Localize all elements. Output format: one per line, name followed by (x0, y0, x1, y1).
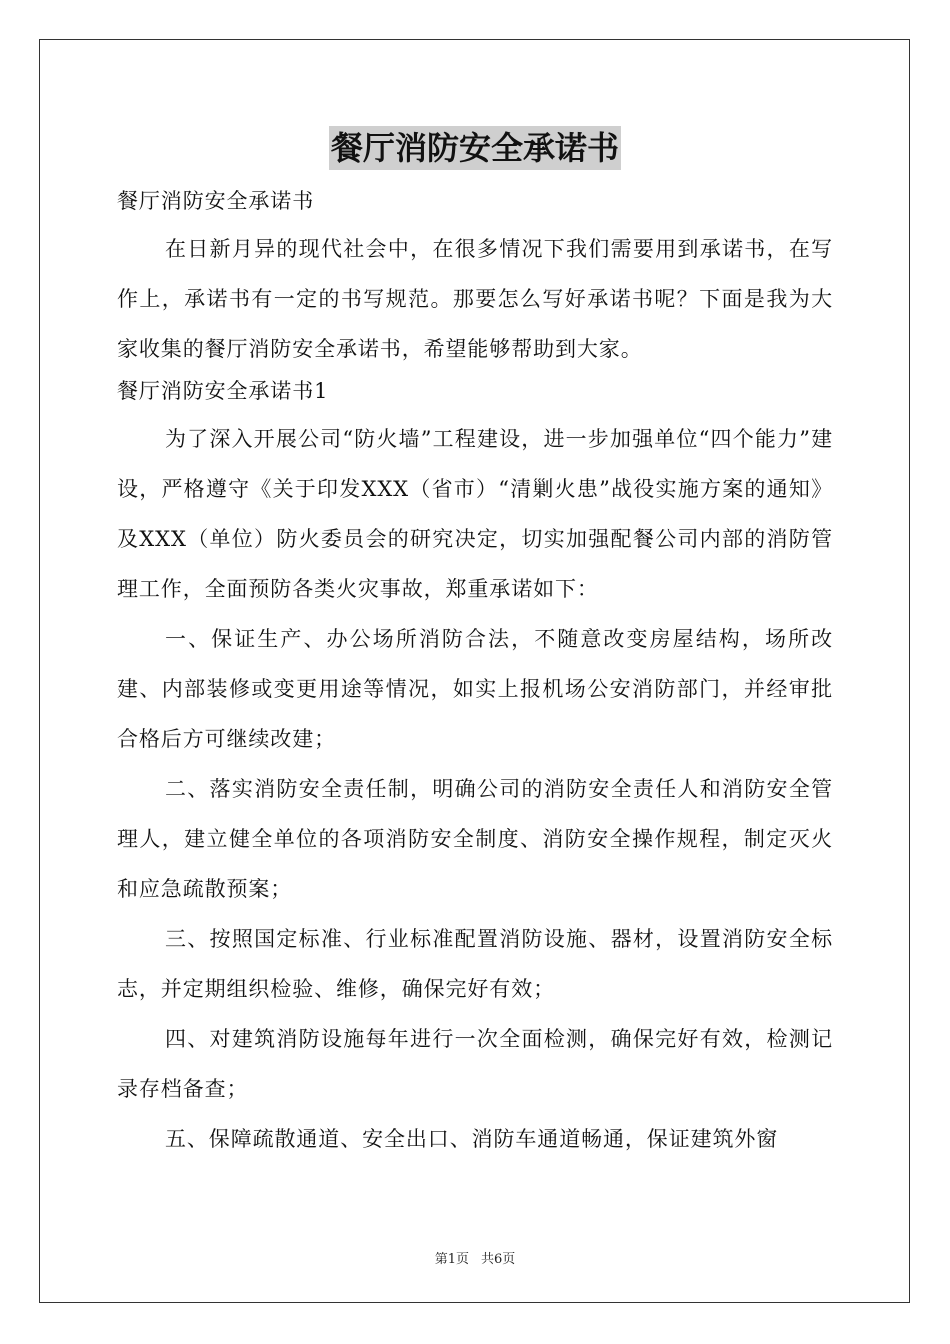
document-subtitle: 餐厅消防安全承诺书 (117, 189, 315, 213)
page-number-total: 共6页 (481, 1252, 516, 1267)
page-number-current: 第1页 (434, 1252, 469, 1267)
intro-paragraph: 在日新月异的现代社会中，在很多情况下我们需要用到承诺书，在写作上，承诺书有一定的书写规范。那要怎么写好承诺书呢？下面是我为大家收集的餐厅消防安全承诺书，希望能够帮助到大家。 (117, 237, 833, 361)
document-body (117, 180, 833, 1164)
paragraph-item-2: 二、落实消防安全责任制，明确公司的消防安全责任人和消防安全管理人，建立健全单位的各项消防安全制度、消防安全操作规程，制定灭火和应急疏散预案； (117, 777, 833, 901)
document-title: 餐厅消防安全承诺书 (329, 126, 621, 170)
page-footer (0, 1248, 950, 1267)
paragraph-item-3: 三、按照国定标准、行业标准配置消防设施、器材，设置消防安全标志，并定期组织检验、维修，确保完好有效； (117, 927, 833, 1001)
paragraph-item-5: 五、保障疏散通道、安全出口、消防车通道畅通，保证建筑外窗 (165, 1127, 779, 1151)
paragraph-item-4: 四、对建筑消防设施每年进行一次全面检测，确保完好有效，检测记录存档备查； (117, 1027, 833, 1101)
section-heading: 餐厅消防安全承诺书1 (117, 379, 329, 403)
paragraph-item-1: 一、保证生产、办公场所消防合法，不随意改变房屋结构，场所改建、内部装修或变更用途等情况，如实上报机场公安消防部门，并经审批合格后方可继续改建； (117, 627, 833, 751)
paragraph-preamble: 为了深入开展公司“防火墙”工程建设，进一步加强单位“四个能力”建设，严格遵守《关于印发XXX（省市）“清剿火患”战役实施方案的通知》及XXX（单位）防火委员会的研究决定，切实加强配餐公司内部的消防管理工作，全面预防各类火灾事故，郑重承诺如下： (117, 427, 833, 601)
title-container (0, 126, 950, 170)
